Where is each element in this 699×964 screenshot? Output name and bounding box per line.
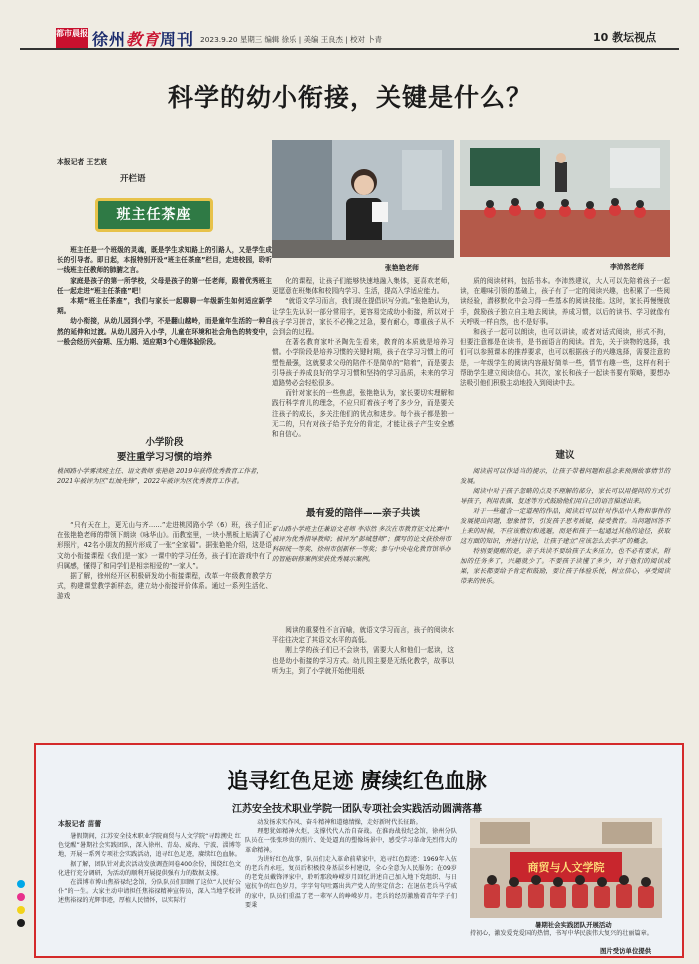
paragraph: 动发扬求实作风、奋斗精神和道德情操，走好新时代长征路。 xyxy=(257,819,422,826)
teacher-photo-zhang xyxy=(272,140,454,258)
photo-caption-zhang: 张艳艳老师 xyxy=(385,264,419,272)
paragraph: “就语文学习而言，我们现在提倡识写分流。”张艳艳认为，让学生先认识一部分常用字，更容易完成幼小衔接，所以对于孩子学习拼音，家长不必操之过急，要有耐心，尊重孩子从不会到会的过程。 xyxy=(272,297,454,337)
teacher-profile-2: 矿山路小学班主任兼语文老师 李沛然 多次在市教育征文比赛中被评为优秀指导教师；被评为“彭城慧师”；撰写的论文获徐州市科研统一等奖、徐州市创新杯一等奖；参与中央电化教育馆举办的智能研修案例荣获优秀展示案例。 xyxy=(272,525,452,563)
page-number: 10 教坛视点 xyxy=(593,31,657,44)
paragraph: 和孩子一起可以朗读，也可以讲读，或者对话式阅读，形式不拘，但要注意都是在读书，是书面语言的阅读。首先，关于读物的选择，我们可以参照课本的推荐要求，也可以根据孩子的兴趣选择，需要注意的是，一年级学生的阅读内容最好简单一些，情节有趣一些，这样有利于帮助学生建立阅读信心。其次，家长和孩子一起读书要有策略，要想办法吸引他们积极主动地投入到阅读中去。 xyxy=(460,328,670,388)
group-photo-illustration xyxy=(470,818,662,918)
paragraph: 阅读的重要性不言而喻，就语文学习而言，孩子的阅读水平往往决定了其语文水平的高低。 xyxy=(272,626,454,645)
column-text xyxy=(57,520,272,602)
paragraph: 班主任是一个班级的灵魂，既是学生求知路上的引路人，又是学生成长的引导者。即日起，本报特别开设“班主任茶座”栏目，走进校园，聆听一线班主任教师的肺腑之言。 xyxy=(57,246,272,275)
paragraph: 本期“班主任茶座”，我们与家长一起聊聊一年级新生如何适应新学期。 xyxy=(57,297,272,316)
paragraph: “只有天在上，更无山与齐……”走进桃园路小学（6）班，孩子们正在张艳艳老师的带领下朗读《咏华山》。而教室里，一块小黑板上贴满了心形照片，42名小朋友的照片形成了一张“全家福”。据张艳艳介绍，这是语文幼小衔接课程《我们是一家》一课中的学习任务，孩子们在游戏中有了归属感，懂得了和同学们是相亲相爱的“一家人”。 xyxy=(57,521,272,570)
yellow-dot xyxy=(17,906,25,914)
paragraph: 在著名教育家叶圣陶先生看来，教育的本质就是培养习惯。小学阶段是培养习惯的关键时期，孩子在学习习惯上的可塑性最强，这就要求父母的陪伴不是简单的“陪着”，而是要去引导孩子养成良好的学习习惯和坚持的学习品质，未来的学习道路势必会轻松很多。 xyxy=(272,338,454,388)
classroom-photo-illustration xyxy=(460,140,670,257)
teacher-photo-zhang-illustration xyxy=(272,140,454,258)
intro-heading: 开栏语 xyxy=(120,174,146,184)
paragraph: 理想犹如精神火炬，支撑代代人治自奋战。在淮海战役纪念馆，徐州分队队员在一张张珍贵的照片、处处逼真的塑像场景中，感受学习革命先烈伟大的革命精神。 xyxy=(245,828,457,854)
column-text xyxy=(470,929,662,938)
suggestion-item: 特别要提醒的是，亲子共读不要给孩子太多压力，也不必有要求，附加的任务多了，兴趣就少了。不要孩子读懂了多少，对于他们的阅读成果，家长都要给予肯定和鼓励，要让孩子体验乐悦，树立信心，享受阅读带来的快乐。 xyxy=(460,547,670,585)
suggestions xyxy=(460,466,670,586)
black-dot xyxy=(17,919,25,927)
paragraph: 质的阅读材料，包括书本。李沛然建议，大人可以先陪着孩子一起读，在趣味引领的基础上，孩子有了一定的阅读兴趣，也积累了一些阅读经验，潜移默化中会习得一些基本的阅读技能。这时，家长再慢慢放手，鼓励孩子独立自主地去阅读，养成习惯，以后的读书、学习就像有天呼吸一样自然，也不是好事。 xyxy=(460,277,670,326)
section-title-2: 最有爱的陪伴——亲子共读 xyxy=(305,508,420,519)
suggestion-item: 阅读前可以作适当的提示，让孩子带着问题和悬念来预测故事情节的发展。 xyxy=(460,467,670,485)
classroom-photo xyxy=(460,140,670,257)
masthead-city: 徐州 xyxy=(92,30,127,49)
article-title: 科学的幼小衔接，关键是什么？ xyxy=(167,83,532,112)
group-photo-caption: 暑期社会实践团队开展活动 xyxy=(535,921,612,929)
color-registration-marks xyxy=(17,880,25,932)
paragraph: 而针对家长的一些焦虑，张艳艳认为，家长要切实理解和践行科学育儿的理念，不应只盯着孩子考了多少分，而是要关注孩子的成长，多关注他们的优点和进步。每个孩子都是独一无二的，只有对孩子给予充分的肯定，才能让孩子产生安全感和自信心。 xyxy=(272,389,454,439)
column-text xyxy=(460,276,670,388)
suggestion-item: 对于一些蕴含一定道理的作品，阅读后可以针对作品中人物和事件的发展提出问题，想象情节，引发孩子思考质疑，接受教育。当问题回答不上来的时候，不应该敷衍和逃避，而是和孩子一起通过其他的途径，获取这方面的知识，并进行讨论，让孩子建立“应该怎么去学习”的概念。 xyxy=(460,507,670,545)
paragraph: 暑假期间，江苏安全技术职业学院商贸与人文学院“寻踪溯史 红色觉醒”暑期社会实践团队，深入徐州、青岛、威海、宁波、淄博等地，开展一系列专项社会实践活动，追寻红色足迹，赓续红色血脉。 xyxy=(58,833,241,859)
group-photo xyxy=(470,818,662,918)
paragraph: 为讲好红色故事，队员们走入革命前辈家中，追寻红色踪迹：1969年入伍的老兵肖永旺，复员后积极投身基层乡村建设，全心全意为人民服务；在09岁的老党员戴锋泽家中，聆听那段峥嵘岁月回忆讲述自己加入地下党组织、与日寇抗争的红色岁月，字字句句吐露出共产党人的坚定信念；在退伍老兵马学威的家中，队员们重温了老一辈军人的峥嵘岁月。老兵的经历激励着青年学子们要秉 xyxy=(245,855,457,909)
column-text xyxy=(245,818,457,910)
paragraph: 化的课程，让孩子们能够快速地融入集体，更喜欢老师，更愿意在班集体和校园内学习、生活，提高入学适应能力。 xyxy=(272,277,454,296)
feature-title: 追寻红色足迹 赓续红色血脉 xyxy=(227,769,487,793)
paragraph: 在淄博市博山焦裕禄纪念馆，分队队员们回顾了这位“人民好公仆”的一生。大家主动申请担任焦裕禄精神宣传员，深入当地学校讲述焦裕禄的光辉事迹，厚植人民情怀，以实际行 xyxy=(58,879,241,905)
paragraph: 持初心，激发爱党爱国的热情，书写中华民族伟大复兴的壮丽篇章。 xyxy=(470,930,653,937)
teacher-profile: 桃园路小学雾渎班主任、语文教师 张艳艳 2019年获得优秀教育工作者，2021年被评为区“红烛先锋”，2022年被评为区优秀教育工作者。 xyxy=(57,467,263,485)
feature-subtitle: 江苏安全技术职业学院一团队专项社会实践活动圆满落幕 xyxy=(232,804,482,815)
header-rule xyxy=(20,48,679,50)
masthead-weekly: 周刊 xyxy=(160,30,195,49)
feature-byline: 本报记者 苗蕾 xyxy=(58,820,102,828)
photo-credit: 图片受访单位提供 xyxy=(600,947,652,955)
section-subtitle: 要注重学习习惯的培养 xyxy=(116,452,212,463)
paragraph: 据了解，团队针对此次活动发放调查问卷400余份，围绕红色文化进行充分调研，为活动的顺利开展提供强有力的数据支撑。 xyxy=(58,860,241,877)
banner-text: 商贸与人文学院 xyxy=(527,861,605,874)
column-text xyxy=(58,832,241,906)
masthead-edu: 教育 xyxy=(126,30,161,49)
newspaper-logo: 都市晨报 xyxy=(56,28,88,50)
paragraph: 据了解，徐州经开区积极研发幼小衔接课程，改革一年级教育教学方式，构建课堂教学新样态，建立幼小衔接评价体系。通过一系列生活化、游戏 xyxy=(57,572,272,601)
byline: 本报记者 王艺宸 xyxy=(57,158,107,166)
suggestion-item: 阅读中对于孩子忽略的点及不理解的部分，家长可以用提问的方式引导孩子，利用表演、复述等方式鼓励他们用自己的语言描述出来。 xyxy=(460,487,670,505)
magenta-dot xyxy=(17,893,25,901)
column-banner xyxy=(95,198,213,232)
column-text xyxy=(272,276,454,439)
column-text xyxy=(272,625,454,676)
paragraph: 刚上学的孩子们已不会读书，需要大人和他们一起读，这也是幼小衔接的学习方式。幼儿园主要是无纸化教学，故事以听为主，到了小学就开始使用纸 xyxy=(272,646,454,675)
paragraph: 幼小衔接，从幼儿园到小学，不是翻山越岭，而是童年生活的一种自然的延伸和过渡。从幼儿园升入小学，儿童在环境和社会角色的转变中，一般会经历兴奋期、压力期、适应期3个心理体验阶段。 xyxy=(57,317,272,346)
photo-caption-li: 李沛然老师 xyxy=(610,263,644,271)
column-banner-text: 班主任茶座 xyxy=(116,207,192,223)
section-title-3: 建议 xyxy=(555,450,575,461)
paragraph: 家庭是孩子的第一所学校，父母是孩子的第一任老师，跟着优秀班主任一起走进“班主任茶座”吧！ xyxy=(57,276,272,295)
masthead xyxy=(92,27,194,50)
cyan-dot xyxy=(17,880,25,888)
intro-text xyxy=(57,245,272,347)
section-title: 小学阶段 xyxy=(145,437,184,448)
issue-info: 2023.9.20 星期三 编辑 徐乐 | 美编 王良杰 | 校对 卜青 xyxy=(200,35,382,44)
